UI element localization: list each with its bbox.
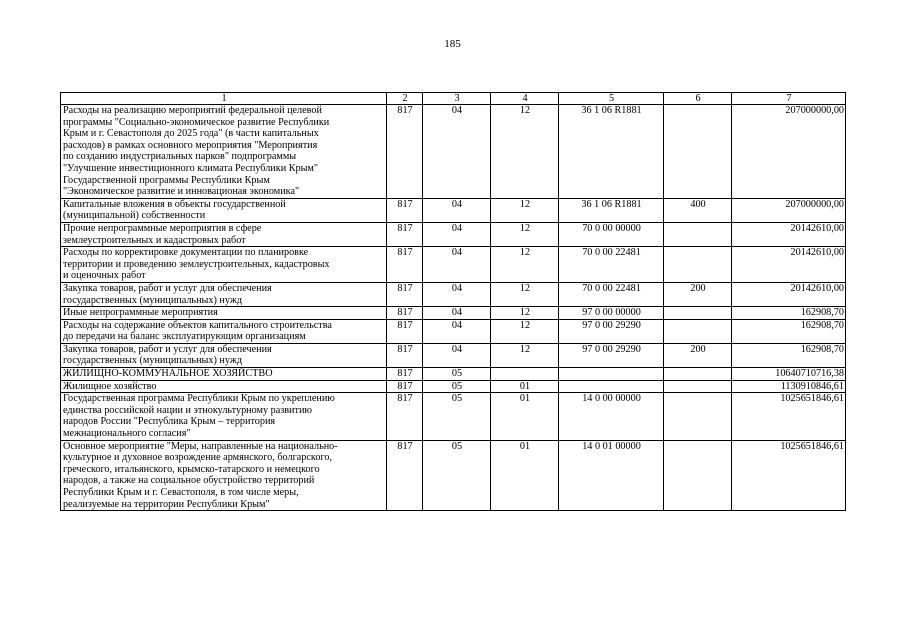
row-name: Основное мероприятие "Меры, направленные на национально- культурное и духовное возрождение армянского, болгарского, греческого, итальянского, крымско-татарского и немецкого народов, а также на социальное обустройство территорий Республики Крым и г. Севастополя, в том числе меры, реализуемые на территории Республики Крым"	[61, 440, 387, 511]
row-subsection: 01	[491, 380, 559, 393]
row-subsection: 12	[491, 198, 559, 222]
table-row	[61, 282, 846, 306]
row-section: 04	[423, 247, 491, 283]
row-name: ЖИЛИЩНО-КОММУНАЛЬНОЕ ХОЗЯЙСТВО	[61, 368, 387, 381]
row-target-article: 97 0 00 00000	[559, 307, 664, 320]
row-ministry-code: 817	[387, 368, 423, 381]
row-name: Расходы на содержание объектов капитального строительства до передачи на баланс эксплуатирующим организациям	[61, 319, 387, 343]
row-amount: 1025651846,61	[732, 393, 846, 440]
row-name: Закупка товаров, работ и услуг для обеспечения государственных (муниципальных) нужд	[61, 282, 387, 306]
row-target-article: 70 0 00 00000	[559, 222, 664, 246]
row-amount: 20142610,00	[732, 247, 846, 283]
row-name: Капитальные вложения в объекты государственной (муниципальной) собственности	[61, 198, 387, 222]
budget-table	[60, 92, 846, 511]
row-amount: 207000000,00	[732, 198, 846, 222]
row-section: 04	[423, 222, 491, 246]
row-subsection: 12	[491, 105, 559, 199]
row-section: 04	[423, 343, 491, 367]
row-target-article	[559, 368, 664, 381]
row-section: 05	[423, 393, 491, 440]
row-target-article: 36 1 06 R1881	[559, 198, 664, 222]
table-row	[61, 393, 846, 440]
page-number: 185	[444, 38, 461, 50]
row-subsection: 12	[491, 222, 559, 246]
column-header-4: 4	[491, 93, 559, 105]
row-target-article: 36 1 06 R1881	[559, 105, 664, 199]
row-subsection: 12	[491, 282, 559, 306]
row-subsection: 01	[491, 440, 559, 511]
row-name: Государственная программа Республики Крым по укреплению единства российской нации и этнокультурному развитию народов России "Республика Крым – территория межнационального согласия"	[61, 393, 387, 440]
table-row	[61, 198, 846, 222]
row-ministry-code: 817	[387, 307, 423, 320]
row-ministry-code: 817	[387, 440, 423, 511]
row-section: 04	[423, 282, 491, 306]
row-name: Закупка товаров, работ и услуг для обеспечения государственных (муниципальных) нужд	[61, 343, 387, 367]
row-amount: 20142610,00	[732, 222, 846, 246]
row-amount: 207000000,00	[732, 105, 846, 199]
row-section: 04	[423, 198, 491, 222]
row-ministry-code: 817	[387, 198, 423, 222]
row-name: Расходы на реализацию мероприятий федеральной целевой программы "Социально-экономическое развитие Республики Крым и г. Севастополя до 2025 года" (в части капитальных расходов) в рамках основного мероприятия "Мероприятия по созданию индустриальных парков" подпрограммы "Улучшение инвестиционного климата Республики Крым" Государственной программы Республики Крым "Экономическое развитие и инновационая экономика"	[61, 105, 387, 199]
row-expense-type	[664, 368, 732, 381]
column-header-2: 2	[387, 93, 423, 105]
row-target-article: 70 0 00 22481	[559, 247, 664, 283]
row-expense-type	[664, 393, 732, 440]
row-target-article: 14 0 01 00000	[559, 440, 664, 511]
row-amount: 162908,70	[732, 319, 846, 343]
row-ministry-code: 817	[387, 319, 423, 343]
row-target-article: 97 0 00 29290	[559, 319, 664, 343]
table-row	[61, 319, 846, 343]
row-amount: 162908,70	[732, 307, 846, 320]
row-ministry-code: 817	[387, 105, 423, 199]
row-target-article: 97 0 00 29290	[559, 343, 664, 367]
row-name: Расходы по корректировке документации по планировке территории и проведению землеустроительных, кадастровых и оценочных работ	[61, 247, 387, 283]
row-target-article: 14 0 00 00000	[559, 393, 664, 440]
row-subsection: 12	[491, 343, 559, 367]
row-expense-type	[664, 380, 732, 393]
column-header-1: 1	[61, 93, 387, 105]
row-name: Прочие непрограммные мероприятия в сфере землеустроительных и кадастровых работ	[61, 222, 387, 246]
row-amount: 20142610,00	[732, 282, 846, 306]
row-section: 05	[423, 368, 491, 381]
row-expense-type	[664, 105, 732, 199]
row-ministry-code: 817	[387, 380, 423, 393]
column-header-7: 7	[732, 93, 846, 105]
row-expense-type	[664, 319, 732, 343]
row-expense-type: 400	[664, 198, 732, 222]
row-subsection: 01	[491, 393, 559, 440]
row-subsection	[491, 368, 559, 381]
row-expense-type: 200	[664, 343, 732, 367]
row-name: Иные непрограммные мероприятия	[61, 307, 387, 320]
row-amount: 1025651846,61	[732, 440, 846, 511]
row-subsection: 12	[491, 247, 559, 283]
table-row	[61, 368, 846, 381]
table-row	[61, 343, 846, 367]
row-section: 04	[423, 307, 491, 320]
row-subsection: 12	[491, 307, 559, 320]
table-header-row	[61, 93, 846, 105]
row-section: 04	[423, 105, 491, 199]
row-ministry-code: 817	[387, 282, 423, 306]
row-expense-type	[664, 222, 732, 246]
row-ministry-code: 817	[387, 222, 423, 246]
row-section: 05	[423, 440, 491, 511]
row-ministry-code: 817	[387, 343, 423, 367]
row-expense-type: 200	[664, 282, 732, 306]
column-header-3: 3	[423, 93, 491, 105]
table-row	[61, 380, 846, 393]
row-target-article: 70 0 00 22481	[559, 282, 664, 306]
table-row	[61, 247, 846, 283]
row-amount: 162908,70	[732, 343, 846, 367]
row-name: Жилищное хозяйство	[61, 380, 387, 393]
row-ministry-code: 817	[387, 247, 423, 283]
row-target-article	[559, 380, 664, 393]
row-amount: 10640710716,38	[732, 368, 846, 381]
row-subsection: 12	[491, 319, 559, 343]
table-row	[61, 105, 846, 199]
row-expense-type	[664, 247, 732, 283]
table-row	[61, 222, 846, 246]
row-expense-type	[664, 307, 732, 320]
row-amount: 1130910846,61	[732, 380, 846, 393]
column-header-5: 5	[559, 93, 664, 105]
table-row	[61, 440, 846, 511]
table-row	[61, 307, 846, 320]
row-section: 05	[423, 380, 491, 393]
row-section: 04	[423, 319, 491, 343]
column-header-6: 6	[664, 93, 732, 105]
row-expense-type	[664, 440, 732, 511]
row-ministry-code: 817	[387, 393, 423, 440]
